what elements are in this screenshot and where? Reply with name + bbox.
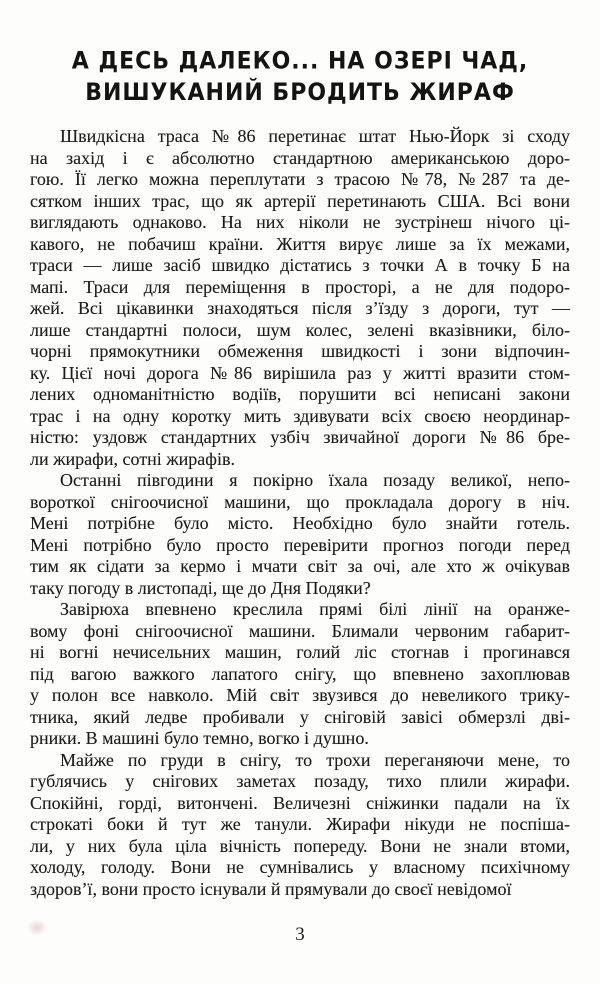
text-line: сятком інших трас, що як артерії перетинають США. Всі вони	[30, 190, 570, 211]
text-line: тника, який ледве пробивали у сніговій завісі обмерзлі дві-	[30, 706, 570, 727]
body-text	[30, 126, 570, 900]
text-line: у полон все навколо. Мій світ звузився до невеликого трику-	[30, 685, 570, 705]
text-line: ли жирафи, сотні жирафів.	[30, 448, 235, 469]
text-line: Завірюха впевнено креслила прямі білі лінії на оранже-	[60, 599, 570, 619]
text-line: чорні прямокутники обмеження швидкості і зони відпочин-	[30, 341, 570, 361]
text-line: Останні півгодини я покірно їхала позаду великої, непо-	[60, 470, 570, 490]
paragraph	[30, 750, 570, 901]
text-line: ли, у них була ціла вічність попереду. Вони не знали втоми,	[30, 835, 570, 856]
text-line: холоду, голоду. Вони не сумнівались у власному психічному	[30, 857, 570, 877]
text-line: мапі. Траси для переміщення в просторі, а не для подоро-	[30, 276, 570, 297]
text-line: таку погоду в листопаді, ще до Дня Подяки?	[30, 577, 371, 598]
text-line: виглядають однаково. На них ніколи не зустрінеш нічого ці-	[30, 212, 570, 232]
text-line: гою. Її легко можна переплутати з трасою №78, №287 та де-	[30, 169, 570, 189]
text-line: здоров’ї, вони просто існували й прямували до своєї невідомої	[30, 878, 512, 899]
text-line: строкаті боки й тут же танули. Жирафи нікуди не поспіша-	[30, 814, 570, 834]
text-line: Мені потрібно було просто перевірити прогноз погоди перед	[30, 534, 570, 555]
text-line: ку. Цієї ночі дорога №86 вирішила раз у житті вразити стом-	[30, 362, 570, 383]
text-line: жей. Всі цікавинки знаходяться після з’їзду з дороги, тут —	[30, 298, 570, 318]
chapter-title-line-2: ВИШУКАНИЙ БРОДИТЬ ЖИРАФ	[85, 79, 515, 107]
text-line: трас і на одну коротку мить здивувати всіх своєю неординар-	[30, 405, 570, 426]
text-line: Спокійні, горді, витончені. Величезні сніжинки падали на їх	[30, 792, 570, 813]
text-line: на захід і є абсолютно стандартною американською доро-	[30, 147, 570, 168]
text-line: ністю: уздовж стандартних узбіч звичайної дороги №86 бре-	[30, 427, 570, 447]
text-line: під вагою важкого лапатого снігу, що впевнено захоплював	[30, 663, 570, 684]
text-line: лених одноманітністю водіїв, порушити всі неписані закони	[30, 384, 570, 404]
text-line: траси — лише засіб швидко дістатись з точки А в точку Б на	[30, 255, 570, 275]
text-line: вороткої снігоочисної машини, що прокладала дорогу в ніч.	[30, 491, 570, 512]
text-line: Мені потрібне було місто. Необхідно було знайти готель.	[30, 513, 570, 533]
text-line: рники. В машині було темно, вогко і душно.	[30, 728, 369, 748]
chapter-title	[0, 46, 600, 109]
text-line: гублячись у снігових заметах позаду, тихо плили жирафи.	[30, 771, 570, 791]
page-number: 3	[295, 924, 305, 945]
text-line: Швидкісна траса №86 перетинає штат Нью-Йорк зі сходу	[60, 126, 570, 146]
text-line: кавого, не побачиш країни. Життя вирує лише за їх межами,	[30, 233, 570, 254]
paragraph	[30, 126, 570, 470]
paragraph	[30, 599, 570, 750]
text-line: тим як сідати за кермо і мчати світ за очі, але хто ж очікував	[30, 556, 570, 576]
paragraph	[30, 470, 570, 599]
text-line: Майже по груди в снігу, то трохи переганяючи мене, то	[60, 749, 570, 770]
text-line: ні вогні нечисельних машин, голий ліс стогнав і прогинався	[30, 642, 570, 662]
text-line: лише стандартні полоси, шум колес, зелені вказівники, біло-	[30, 319, 570, 340]
chapter-title-line-1: А ДЕСЬ ДАЛЕКО... НА ОЗЕРІ ЧАД,	[71, 48, 529, 76]
text-line: вому фоні снігоочисної машини. Блимали червоним габарит-	[30, 620, 570, 641]
